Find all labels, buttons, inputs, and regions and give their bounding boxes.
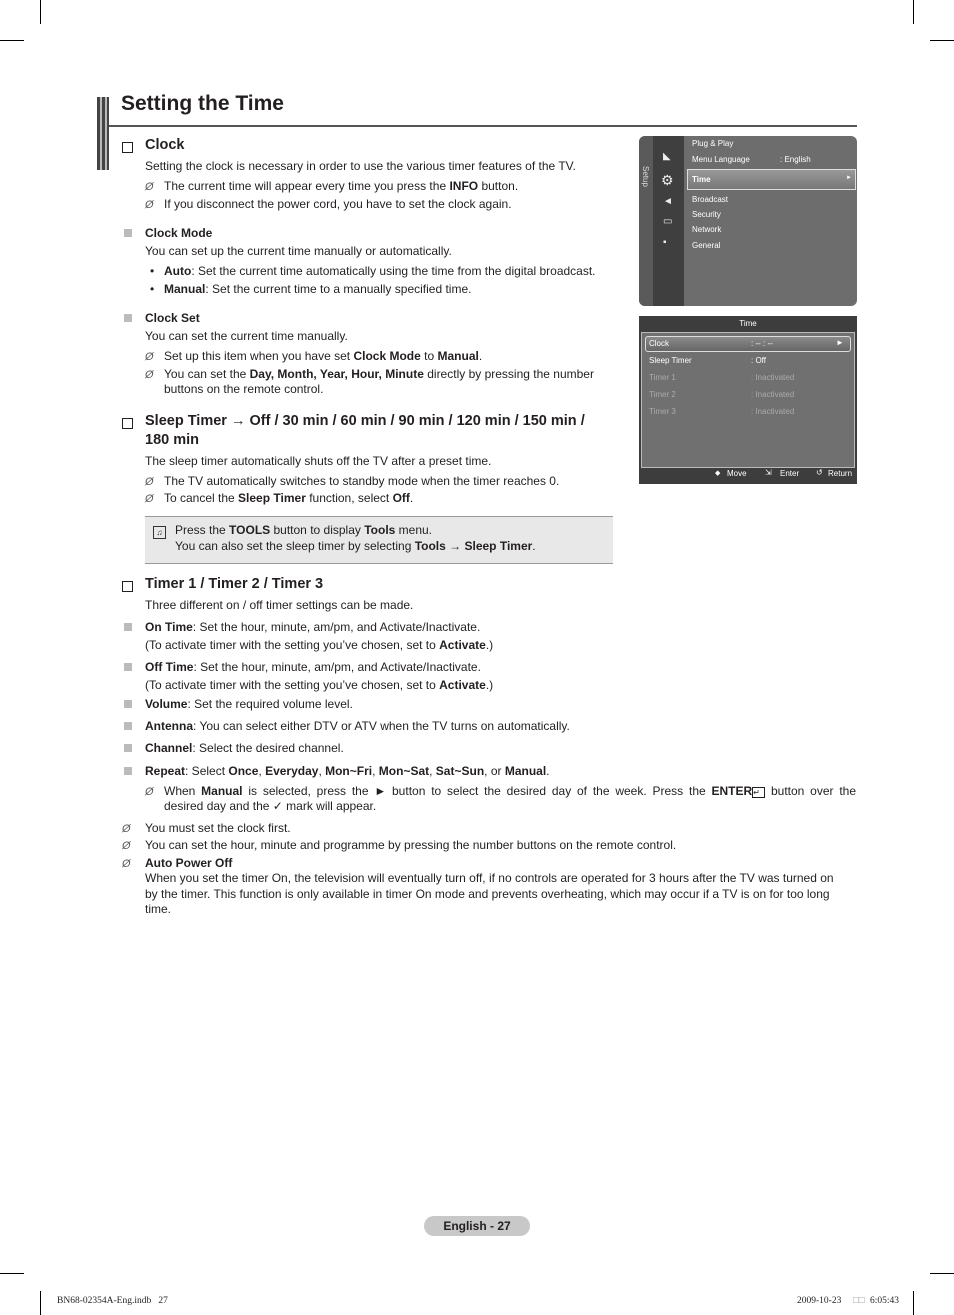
antenna: Antenna: You can select either DTV or ATV when the TV turns on automatically. xyxy=(145,719,570,733)
bullet-square-icon xyxy=(124,722,132,730)
setup-menu-screenshot xyxy=(639,136,857,306)
footer-time: 6:05:43 xyxy=(870,1296,900,1306)
page-number: English - 27 xyxy=(424,1216,530,1236)
clock-note-2: If you disconnect the power cord, you have to set the clock again. xyxy=(164,197,512,211)
timers-intro: Three different on / off timer settings can be made. xyxy=(145,598,414,612)
tip-line-2: You can also set the sleep timer by selecting Tools → Sleep Timer. xyxy=(175,539,536,553)
move-icon: ◆ xyxy=(715,470,721,477)
setup-item-network[interactable]: Network xyxy=(692,225,722,234)
note-icon: Ø xyxy=(145,351,154,363)
timers-heading: Timer 1 / Timer 2 / Timer 3 xyxy=(145,576,324,592)
time-row-clock-value: : -- : -- xyxy=(751,339,773,348)
input-icon: ◄ xyxy=(663,196,673,207)
note-icon: Ø xyxy=(145,786,154,798)
clock-set-intro: You can set the current time manually. xyxy=(145,329,348,343)
note-icon: Ø xyxy=(145,476,154,488)
on-time: On Time: Set the hour, minute, am/pm, and Activate/Inactivate. xyxy=(145,620,481,634)
crop-mark xyxy=(913,1291,914,1315)
check-mark-icon: ✓ xyxy=(272,799,283,813)
time-row-timer-2-value: : Inactivated xyxy=(751,390,795,399)
sleep-intro: The sleep timer automatically shuts off the TV after a preset time. xyxy=(145,454,492,468)
picture-icon: ◣ xyxy=(663,151,671,162)
setup-item-menu-language[interactable]: Menu Language xyxy=(692,155,750,164)
enter-label: Enter xyxy=(780,469,800,478)
note-icon: Ø xyxy=(145,199,154,211)
time-menu-item-highlight[interactable] xyxy=(687,169,856,190)
tools-icon: ♫ xyxy=(153,526,166,539)
clock-mode-intro: You can set up the current time manually or automatically. xyxy=(145,244,452,258)
tip-line-1: Press the TOOLS button to display Tools menu. xyxy=(175,523,433,537)
time-row-timer-1-value: : Inactivated xyxy=(751,373,795,382)
bullet: • xyxy=(150,264,155,278)
sleep-heading-line1: Sleep Timer → Off / 30 min / 60 min / 90 min / 120 min / 150 min / xyxy=(145,413,585,429)
time-row-timer-2[interactable]: Timer 2 xyxy=(649,390,676,399)
time-row-sleep-timer-value: : Off xyxy=(751,356,766,365)
return-icon: ↺ xyxy=(816,468,823,477)
section-checkbox-icon xyxy=(122,418,133,429)
crop-mark xyxy=(930,1273,954,1274)
setup-item-security[interactable]: Security xyxy=(692,210,721,219)
setup-item-broadcast[interactable]: Broadcast xyxy=(692,195,729,204)
gear-icon: ⚙ xyxy=(661,172,674,188)
volume: Volume: Set the required volume level. xyxy=(145,697,353,711)
channel: Channel: Select the desired channel. xyxy=(145,741,344,755)
enter-icon: ⇲ xyxy=(765,468,772,477)
bullet-square-icon xyxy=(124,767,132,775)
bullet-square-icon xyxy=(124,623,132,631)
return-label: Return xyxy=(828,469,853,478)
time-row-timer-3-value: : Inactivated xyxy=(751,407,795,416)
note-icon: Ø xyxy=(145,181,154,193)
title-decoration xyxy=(97,97,109,170)
clock-set-heading: Clock Set xyxy=(145,311,200,325)
setup-item-time[interactable]: Time xyxy=(692,175,711,184)
setup-item-general[interactable]: General xyxy=(692,241,721,250)
clock-heading: Clock xyxy=(145,137,185,153)
off-time-line2: (To activate timer with the setting you’ve chosen, set to Activate.) xyxy=(145,678,494,692)
bullet-square-icon xyxy=(124,663,132,671)
crop-mark xyxy=(0,40,24,41)
section-checkbox-icon xyxy=(122,581,133,592)
bullet-square-icon xyxy=(124,229,132,237)
note-icon: Ø xyxy=(122,823,131,835)
enter-icon: ↵ xyxy=(752,787,765,798)
on-time-line2: (To activate timer with the setting you’ve chosen, set to Activate.) xyxy=(145,638,494,652)
setup-side-strip xyxy=(639,136,653,306)
time-menu-screenshot xyxy=(639,316,857,484)
sleep-heading-line2: 180 min xyxy=(145,432,199,448)
time-menu-panel xyxy=(641,332,855,468)
clock-set-note-1: Set up this item when you have set Clock Mode to Manual. xyxy=(164,349,483,363)
page-title: Setting the Time xyxy=(121,92,284,115)
play-icon: ► xyxy=(836,338,844,347)
auto-power-off-line1: When you set the timer On, the television will eventually turn off, if no controls are operated for 3 hours after the TV was turned on xyxy=(145,871,834,885)
title-rule xyxy=(109,125,857,127)
clock-mode-manual: Manual: Set the current time to a manually specified time. xyxy=(164,282,472,296)
section-checkbox-icon xyxy=(122,142,133,153)
bullet-square-icon xyxy=(124,744,132,752)
clock-mode-heading: Clock Mode xyxy=(145,226,213,240)
bullet: • xyxy=(150,282,155,296)
clock-note-1: The current time will appear every time you press the INFO button. xyxy=(164,179,519,193)
note-icon: Ø xyxy=(145,369,154,381)
time-row-timer-1[interactable]: Timer 1 xyxy=(649,373,676,382)
sleep-note-2: To cancel the Sleep Timer function, select Off. xyxy=(164,491,414,505)
auto-power-off-line3: time. xyxy=(145,902,172,916)
off-time: Off Time: Set the hour, minute, am/pm, and Activate/Inactivate. xyxy=(145,660,481,674)
setup-side-label: Setup xyxy=(641,166,650,187)
note-icon: Ø xyxy=(122,840,131,852)
note-clock-first: You must set the clock first. xyxy=(145,821,291,835)
manual-note-line2: desired day and the ✓ mark will appear. xyxy=(164,799,377,813)
crop-mark xyxy=(40,0,41,24)
crop-mark xyxy=(913,0,914,24)
clock-mode-auto: Auto: Set the current time automatically using the time from the digital broadcast. xyxy=(164,264,596,278)
auto-power-off-line2: by the timer. This function is only available in timer On mode and prevents overheating, which may occur if a TV is on for too long xyxy=(145,887,830,901)
crop-mark xyxy=(0,1273,24,1274)
chevron-right-icon: ► xyxy=(846,175,852,181)
note-number-buttons: You can set the hour, minute and programme by pressing the number buttons on the remote control. xyxy=(145,838,677,852)
time-row-sleep-timer[interactable]: Sleep Timer xyxy=(649,356,692,365)
time-menu-title: Time xyxy=(739,319,757,328)
tools-tip-box xyxy=(145,516,613,564)
repeat: Repeat: Select Once, Everyday, Mon~Fri, Mon~Sat, Sat~Sun, or Manual. xyxy=(145,764,550,778)
move-label: Move xyxy=(727,469,747,478)
clock-intro: Setting the clock is necessary in order to use the various timer features of the TV. xyxy=(145,159,576,173)
footer-garbled: □□ xyxy=(853,1296,865,1306)
footer-file: BN68-02354A-Eng.indb 27 xyxy=(57,1296,168,1306)
note-icon: Ø xyxy=(122,858,131,870)
time-row-timer-3[interactable]: Timer 3 xyxy=(649,407,676,416)
clock-set-note-2-line2: buttons on the remote control. xyxy=(164,382,324,396)
clock-set-note-2: You can set the Day, Month, Year, Hour, Minute directly by pressing the number xyxy=(164,367,594,381)
bullet-square-icon xyxy=(124,700,132,708)
clock-row-highlight xyxy=(645,336,851,352)
crop-mark xyxy=(40,1291,41,1315)
bullet-square-icon xyxy=(124,314,132,322)
footer-date: 2009-10-23 xyxy=(797,1296,842,1306)
menu-language-value: : English xyxy=(780,155,811,164)
manual-note: When Manual is selected, press the ► button to select the desired day of the week. Press the ENTER↵ button over the xyxy=(164,784,857,798)
note-icon: Ø xyxy=(145,493,154,505)
time-row-clock[interactable]: Clock xyxy=(649,339,670,348)
setup-item-plug-and-play[interactable]: Plug & Play xyxy=(692,139,734,148)
sleep-note-1: The TV automatically switches to standby mode when the timer reaches 0. xyxy=(164,474,560,488)
support-icon: ▪ xyxy=(663,237,667,248)
application-icon: ▭ xyxy=(663,216,673,227)
auto-power-off-heading: Auto Power Off xyxy=(145,856,233,870)
crop-mark xyxy=(930,40,954,41)
